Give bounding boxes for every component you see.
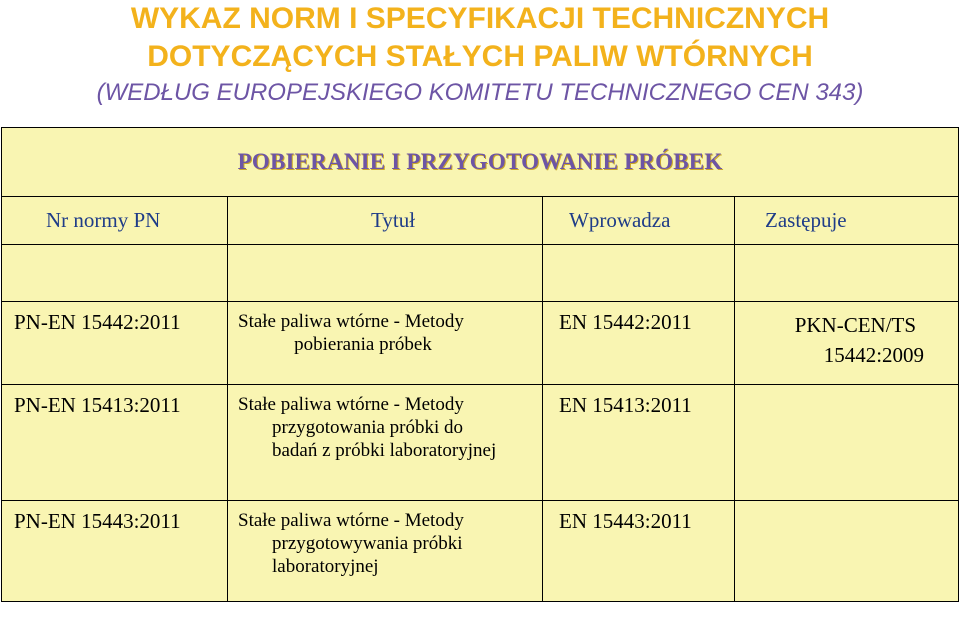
norm-replaces-line: PKN-CEN/TS <box>794 313 917 337</box>
norm-title-line: pobierania próbek <box>294 334 432 355</box>
norm-title <box>228 385 543 501</box>
header-subtitle: (WEDŁUG EUROPEJSKIEGO KOMITETU TECHNICZNEGO CEN 343) <box>96 79 864 106</box>
table-row <box>2 385 959 501</box>
norm-introduces: EN 15413:2011 <box>543 385 735 501</box>
section-title: POBIERANIE I PRZYGOTOWANIE PRÓBEK <box>2 128 959 197</box>
norm-title-line: badań z próbki laboratoryjnej <box>272 440 497 461</box>
norm-replaces <box>735 501 959 602</box>
norm-introduces: EN 15442:2011 <box>543 302 735 385</box>
column-header-replaces: Zastępuje <box>735 197 959 245</box>
header-title-line2: DOTYCZĄCYCH STAŁYCH PALIW WTÓRNYCH <box>147 40 813 73</box>
spacer-cell <box>228 245 543 302</box>
norm-replaces <box>735 385 959 501</box>
norm-replaces-line: 15442:2009 <box>823 343 925 367</box>
column-header-title: Tytuł <box>228 197 543 245</box>
table-row <box>2 501 959 602</box>
norm-title-line: Stałe paliwa wtórne - Metody <box>238 394 464 415</box>
norm-title <box>228 501 543 602</box>
norm-title-line: przygotowania próbki do <box>272 417 464 438</box>
spacer-cell <box>735 245 959 302</box>
norm-introduces: EN 15443:2011 <box>543 501 735 602</box>
header-title-line1: WYKAZ NORM I SPECYFIKACJI TECHNICZNYCH <box>130 2 830 35</box>
norm-replaces <box>735 302 959 385</box>
table-row <box>2 302 959 385</box>
norm-title-line: Stałe paliwa wtórne - Metody <box>238 510 464 531</box>
norm-number: PN-EN 15443:2011 <box>2 501 228 602</box>
column-header-number: Nr normy PN <box>2 197 228 245</box>
spacer-row <box>2 245 959 302</box>
column-header-introduces: Wprowadza <box>543 197 735 245</box>
spacer-cell <box>543 245 735 302</box>
norm-title-line: przygotowywania próbki <box>272 533 463 554</box>
spacer-cell <box>2 245 228 302</box>
norm-title <box>228 302 543 385</box>
norms-table <box>1 127 959 602</box>
norm-title-line: laboratoryjnej <box>272 556 379 577</box>
norm-title-line: Stałe paliwa wtórne - Metody <box>238 311 464 332</box>
norm-number: PN-EN 15442:2011 <box>2 302 228 385</box>
norm-number: PN-EN 15413:2011 <box>2 385 228 501</box>
